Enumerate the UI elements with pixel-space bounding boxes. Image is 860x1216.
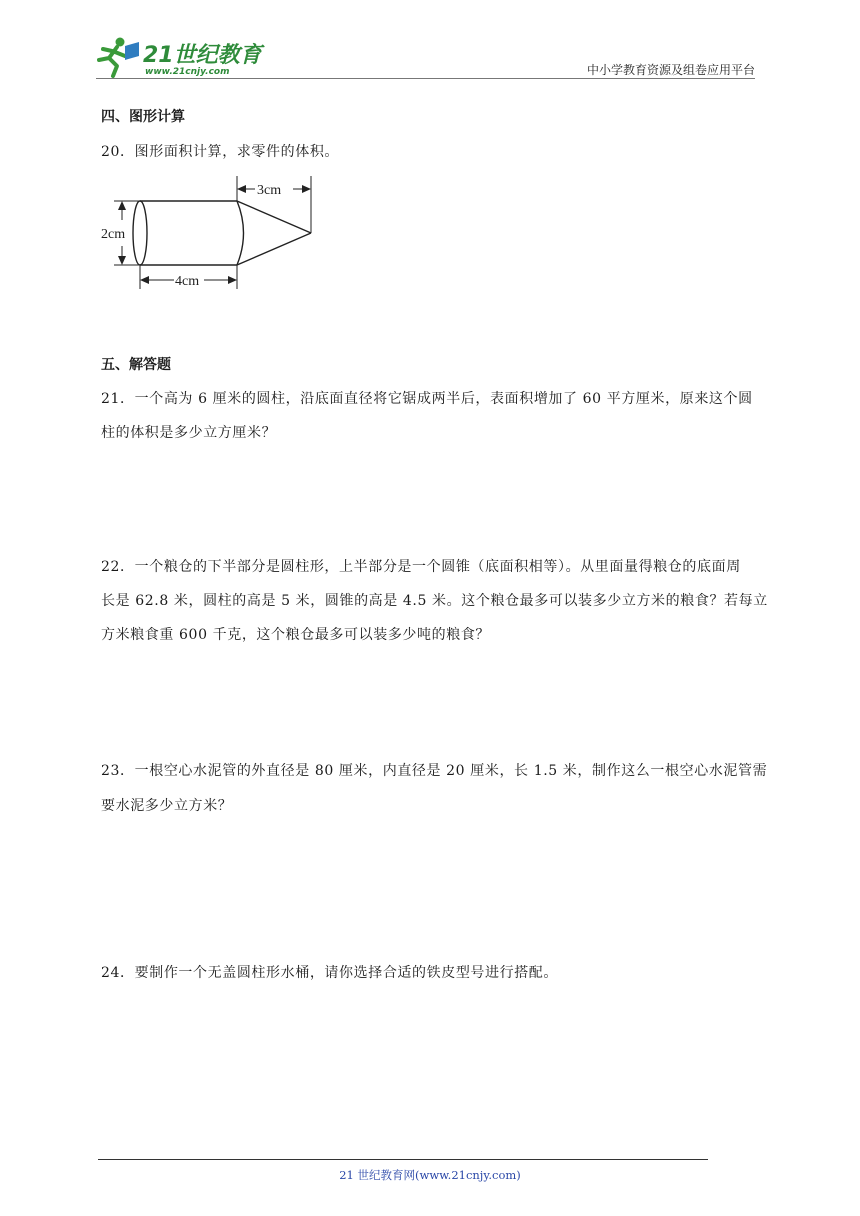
question-22-line-2: 长是 62.8 米，圆柱的高是 5 米，圆锥的高是 4.5 米。这个粮仓最多可以装多少立方米的粮食？若每立 <box>101 593 768 609</box>
question-21-line-1: 21．一个高为 6 厘米的圆柱，沿底面直径将它锯成两半后，表面积增加了 60 平方厘米，原来这个圆 <box>101 391 753 407</box>
question-23-line-2: 要水泥多少立方米？ <box>101 798 233 814</box>
logo-text: 21世纪教育 <box>143 43 262 68</box>
runner-icon <box>99 38 139 77</box>
question-22-line-1: 22．一个粮仓的下半部分是圆柱形，上半部分是一个圆锥（底面积相等）。从里面量得粮仓的底面周 <box>101 559 741 575</box>
label-diameter: 2cm <box>101 227 126 242</box>
cylinder-right-base <box>237 201 244 265</box>
question-20-text: 20．图形面积计算，求零件的体积。 <box>101 144 340 160</box>
logo-url: www.21cnjy.com <box>145 67 230 77</box>
label-cone-height: 3cm <box>257 183 282 198</box>
footer-divider <box>98 1159 708 1160</box>
header-platform-text: 中小学教育资源及组卷应用平台 <box>586 63 755 77</box>
part-diagram <box>100 172 320 294</box>
footer-link[interactable]: 21 世纪教育网(www.21cnjy.com) <box>339 1168 521 1182</box>
cone-bottom-edge <box>237 233 311 265</box>
header-divider <box>96 78 755 79</box>
cone-top-edge <box>237 201 311 233</box>
section-title-word-problems: 五、解答题 <box>101 357 171 373</box>
question-22-line-3: 方米粮食重 600 千克，这个粮仓最多可以装多少吨的粮食？ <box>101 627 491 643</box>
question-23-line-1: 23．一根空心水泥管的外直径是 80 厘米，内直径是 20 厘米，长 1.5 米，制作这么一根空心水泥管需 <box>101 763 768 779</box>
label-cylinder-length: 4cm <box>175 274 200 289</box>
site-logo <box>95 36 265 80</box>
question-21-line-2: 柱的体积是多少立方厘米？ <box>101 425 277 441</box>
section-title-graph-calc: 四、图形计算 <box>101 109 185 125</box>
cylinder-left-base <box>133 201 147 265</box>
question-24-text: 24．要制作一个无盖圆柱形水桶，请你选择合适的铁皮型号进行搭配。 <box>101 965 559 981</box>
